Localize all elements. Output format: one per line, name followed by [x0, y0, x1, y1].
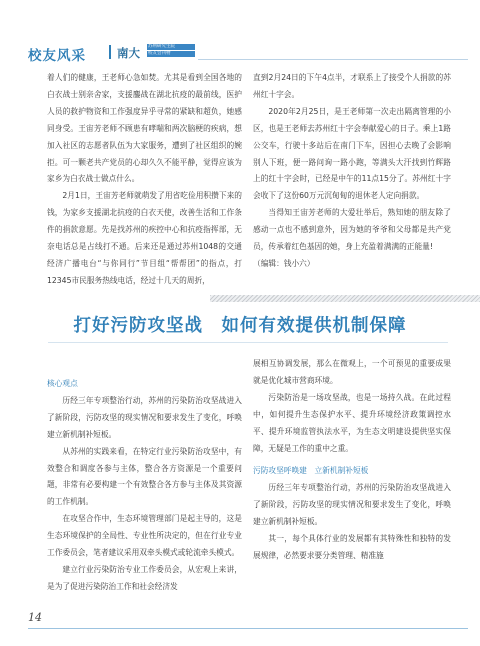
article1-left-column [47, 70, 242, 290]
publication-subtitle-line: 校友会刊物 [147, 51, 195, 57]
paragraph: 着人们的健康，王老师心急如焚。尤其是看到全国各地的白衣战士别亲舍家，支援鏖战在湖北抗疫的最前线，医护人员的救护物资和工作强度异乎寻常的紧缺和超负，她感同身受。王宙芳老师不顾患有哮喘和两次脑梗的疾病，想加入社区的志愿者队伍为大家服务，遭到了社区组织的婉拒。可一颗老共产党员的心却久久不能平静，觉得应该为家乡为白衣战士做点什么。 [47, 73, 242, 184]
section-title: 校友风采 [28, 48, 86, 64]
page-header [28, 26, 468, 64]
section-heading: 核心观点 [47, 379, 78, 388]
editor-credit: （编辑：钱小六） [253, 258, 315, 268]
paragraph: 建立行业污染防治专业工作委员会，从宏观上来讲，是为了促进污染防治工作和社会经济发 [47, 564, 242, 591]
paragraph: 历经三年专项整治行动，苏州的污染防治攻坚战进入了新阶段，污防攻坚的现实情况和要求发生了变化，呼唤建立新机制补短板。 [253, 483, 451, 527]
publication-name: 南大 [117, 46, 140, 60]
paragraph: 其一，每个具体行业的发展都有其特殊性和独特的发展规律，必然要求要分类管理、精准施 [253, 534, 451, 560]
header-rule [198, 59, 468, 60]
paragraph: 历经三年专项整治行动，苏州的污染防治攻坚战进入了新阶段，污防攻坚的现实情况和要求发生了变化，呼唤建立新机制补短板。 [47, 395, 242, 439]
paragraph: 2月1日，王宙芳老师就萌发了用省吃俭用积攒下来的钱，为家乡支援湖北抗疫的白衣天使，改善生活和工作条件的捐款意愿。先是找苏州的疾控中心和抗疫指挥部，无奈电话总是占线打不通。后来还是通过苏州1048的交通经济广播电台“与你同行”节目组“帮帮团”的指点，打12345市民服务热线电话，经过十几天的周折， [47, 191, 242, 285]
paragraph: 展相互协调发展，那么在微观上，一个可预见的重要成果就是优化城市营商环境。 [253, 359, 451, 385]
publication-subtitle-line: 苏州研究生院 [147, 44, 195, 50]
divider-band [210, 295, 480, 302]
article2-right-column [253, 356, 451, 565]
title-rule [48, 342, 448, 343]
header-separator [109, 45, 111, 59]
paragraph: 在攻坚合作中，生态环境管理部门是起主导的，这是生态环境保护的全局性、专业性所决定的，但在行业专业工作委员会，笔者建议采用双牵头模式或轮流牵头模式。 [47, 514, 242, 558]
paragraph: 2020年2月25日，是王老师第一次走出隔离管理的小区，也是王老师去苏州红十字会奉献爱心的日子。乘上1路公交车，行驶十多站后在南门下车，因担心去晚了会影响别人下班，便一路问询一路小跑，等满头大汗找到竹辉路上的红十字会时，已经是中午的11点15分了。苏州红十字会收下了这份60万元沉甸甸的退休老人定向捐款。 [253, 106, 451, 201]
section-heading: 污防攻坚呼唤建 立新机制补短板 [253, 466, 369, 476]
paragraph: 当得知王宙芳老师的大爱壮举后，熟知她的朋友除了感动一点也不感到意外，因为她的爷爷和父母都是共产党员，传承着红色基因的她，身上充盈着满满的正能量! [253, 208, 451, 252]
paragraph: 污染防治是一场攻坚战，也是一场持久战。在此过程中，如何提升生态保护水平、提升环境经济政策调控水平、提升环境监管执法水平，为生态文明建设提供坚实保障，无疑是工作的重中之重。 [253, 392, 451, 453]
article2-left-column [47, 376, 242, 596]
article1-right-column [253, 70, 451, 273]
paragraph: 直到2月24日的下午4点半，才联系上了接受个人捐款的苏州红十字会。 [253, 73, 451, 99]
publication-subtitle [147, 44, 195, 58]
footer-rule [28, 628, 468, 629]
page-number: 14 [28, 611, 42, 624]
paragraph: 从苏州的实践来看，在特定行业污染防治攻坚中，有效整合和调度各参与主体，整合各方资源是一个重要问题，非常有必要构建一个有效整合各方参与主体及其资源的工作机制。 [47, 446, 242, 507]
article-title: 打好污防攻坚战 如何有效提供机制保障 [73, 316, 407, 336]
